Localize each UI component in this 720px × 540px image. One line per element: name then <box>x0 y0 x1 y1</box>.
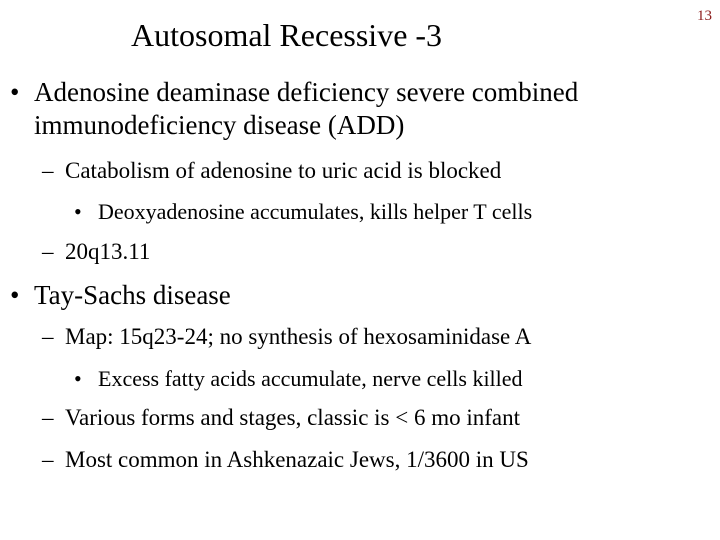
sub-sub-bullet-fatty-acids <box>74 365 704 393</box>
sub-bullet-locus-20q <box>42 238 702 266</box>
dash-marker: – <box>42 405 54 430</box>
sub-sub-bullet-text: Deoxyadenosine accumulates, kills helper T cells <box>98 199 533 224</box>
bullet-text: Adenosine deaminase deficiency severe combined immunodeficiency disease (ADD) <box>34 77 579 140</box>
sub-bullet-text: Most common in Ashkenazaic Jews, 1/3600 in US <box>65 447 529 472</box>
sub-bullet-forms-stages <box>42 404 702 432</box>
sub-bullet-ashkenazaic <box>42 446 702 474</box>
sub-sub-bullet-deoxyadenosine <box>74 198 704 226</box>
bullet-marker: • <box>10 280 20 310</box>
bullet-tay-sachs <box>10 279 700 312</box>
dash-marker: – <box>42 447 54 472</box>
sub-bullet-text: Various forms and stages, classic is < 6 mo infant <box>65 405 521 430</box>
dash-marker: – <box>42 324 54 349</box>
sub-bullet-text: Map: 15q23-24; no synthesis of hexosaminidase A <box>65 324 532 349</box>
sub-sub-bullet-text: Excess fatty acids accumulate, nerve cells killed <box>98 366 523 391</box>
slide-number: 13 <box>697 8 712 24</box>
bullet-marker: • <box>74 199 82 224</box>
bullet-marker: • <box>74 366 82 391</box>
sub-bullet-catabolism <box>42 157 702 185</box>
slide-title: Autosomal Recessive -3 <box>131 17 443 53</box>
sub-bullet-text: 20q13.11 <box>65 239 151 264</box>
dash-marker: – <box>42 158 54 183</box>
sub-bullet-text: Catabolism of adenosine to uric acid is blocked <box>65 158 502 183</box>
bullet-text: Tay-Sachs disease <box>34 280 231 310</box>
sub-bullet-map <box>42 323 702 351</box>
bullet-adenosine-deaminase <box>10 76 700 142</box>
dash-marker: – <box>42 239 54 264</box>
bullet-marker: • <box>10 77 20 107</box>
